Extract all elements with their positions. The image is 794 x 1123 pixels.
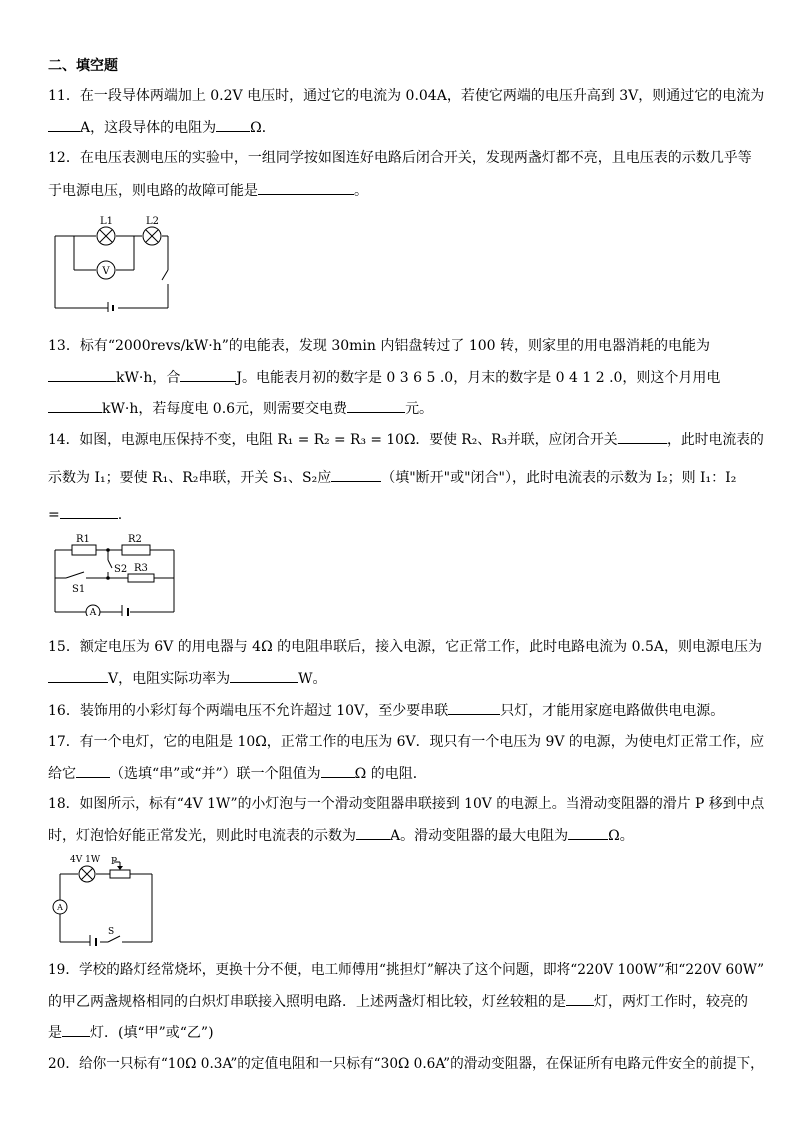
r3-label: R3: [134, 563, 148, 574]
ammeter-icon: [86, 605, 100, 616]
battery-icon: [90, 935, 96, 946]
q14-circuit-diagram: [52, 534, 182, 616]
q14-text-b: ，此时电流表的: [667, 432, 764, 448]
answer-blank[interactable]: [566, 992, 594, 1006]
answer-blank[interactable]: [48, 118, 80, 132]
q11-line1: 11．在一段导体两端加上 0.2V 电压时，通过它的电流为 0.04A，若使它两端的电压升高到 3V，则通过它的电流为: [48, 88, 765, 104]
q19-line2: [48, 992, 748, 1011]
q17-line1: 17．有一个电灯，它的电阻是 10Ω，正常工作的电压为 6V．现只有一个电压为 9V 的电源，为使电灯正常工作，应: [48, 734, 765, 750]
ammeter-icon: [53, 900, 67, 914]
answer-blank[interactable]: [258, 181, 354, 195]
l1-label: L1: [100, 216, 114, 227]
q18-text-b: A。滑动变阻器的最大电阻为: [390, 828, 569, 844]
q18-line1: 18．如图所示，标有“4V 1W”的小灯泡与一个滑动变阻器串联接到 10V 的电源上。当滑动变阻器的滑片 P 移到中点: [48, 796, 765, 812]
q14-line2: [48, 468, 736, 487]
voltmeter-icon: [97, 261, 115, 279]
q12-text-a: 于电源电压，则电路的故障可能是: [48, 183, 258, 199]
q13-line2: [48, 368, 720, 387]
answer-blank[interactable]: [331, 468, 381, 482]
q14-text-d: （填"断开"或"闭合"），此时电流表的示数为 I₂；则 I₁：I₂: [381, 470, 737, 486]
q17-text-a: 给它: [48, 766, 76, 782]
r1-label: R1: [76, 534, 90, 545]
s1-label: S1: [72, 584, 86, 595]
answer-blank[interactable]: [230, 669, 298, 683]
q16-text-a: 16．装饰用的小彩灯每个两端电压不允许超过 10V，至少要串联: [48, 703, 449, 719]
lamp-l2-icon: [143, 227, 161, 245]
q14-text-c: 示数为 I₁；要使 R₁、R₂串联，开关 S₁、S₂应: [48, 470, 332, 486]
q12-line2: [48, 181, 368, 200]
q13-line3: [48, 399, 433, 418]
q19-line3: [48, 1023, 214, 1042]
answer-blank[interactable]: [356, 826, 390, 840]
ammeter-label: A: [89, 608, 97, 616]
q16-text-b: 只灯，才能用家庭电路做供电电源。: [500, 703, 725, 719]
battery-icon: [122, 605, 128, 616]
q19-text-d: 灯．(填“甲”或“乙”): [90, 1025, 214, 1041]
q15-line2: [48, 669, 327, 688]
answer-blank[interactable]: [62, 1023, 90, 1037]
q17-line2: [48, 764, 427, 783]
battery-icon: [108, 302, 113, 312]
q13-text-c: kW·h，若每度电 0.6元，则需要交电费: [102, 401, 348, 417]
q13-text-d: 元。: [405, 401, 434, 417]
answer-blank[interactable]: [48, 399, 102, 413]
answer-blank[interactable]: [48, 368, 116, 382]
r2-label: R2: [128, 534, 142, 545]
q19-text-c: 是: [48, 1025, 62, 1041]
q14-text-f: .: [117, 507, 123, 523]
q14-line3: [48, 505, 122, 524]
q12-line1: 12．在电压表测电压的实验中，一组同学按如图连好电路后闭合开关，发现两盏灯都不亮，且电压表的示数几乎等: [48, 150, 752, 166]
lamp-l1-icon: [97, 227, 115, 245]
voltmeter-label: V: [102, 266, 110, 277]
q18-circuit-diagram: [50, 854, 160, 946]
q15-line1: 15．额定电压为 6V 的用电器与 4Ω 的电阻串联后，接入电源，它正常工作，此时电路电流为 0.5A，则电源电压为: [48, 639, 762, 655]
answer-blank[interactable]: [448, 701, 500, 715]
answer-blank[interactable]: [618, 430, 667, 444]
q12-circuit-diagram: [52, 212, 172, 312]
answer-blank[interactable]: [180, 368, 236, 382]
q11-text-a: A，这段导体的电阻为: [80, 120, 217, 136]
q13-text-a: kW·h，合: [116, 370, 181, 386]
lamp-icon: [79, 866, 95, 882]
q16-line: [48, 701, 724, 720]
q12-text-b: 。: [354, 183, 368, 199]
q15-text-a: V，电阻实际功率为: [108, 671, 231, 687]
q19-text-b: 灯，两灯工作时，较亮的: [594, 994, 748, 1010]
s2-label: S2: [114, 564, 128, 575]
q18-line2: [48, 826, 634, 845]
q13-text-b: J。电能表月初的数字是 0 3 6 5 .0，月末的数字是 0 4 1 2 .0，则这个月用电: [236, 370, 721, 386]
q14-text-e: =: [48, 507, 60, 523]
q18-text-a: 时，灯泡恰好能正常发光，则此时电流表的示数为: [48, 828, 356, 844]
lamp-label: 4V 1W: [70, 855, 101, 865]
q11-text-b: Ω．: [250, 120, 276, 136]
switch-label: S: [108, 927, 115, 937]
answer-blank[interactable]: [76, 764, 110, 778]
q14-text-a: 14．如图，电源电压保持不变，电阻 R₁ = R₂ = R₃ = 10Ω．要使 R₂、R₃并联，应闭合开关: [48, 432, 618, 448]
q17-text-c: Ω 的电阻．: [354, 766, 427, 782]
ammeter-label: A: [57, 903, 63, 912]
answer-blank[interactable]: [347, 399, 405, 413]
q15-text-b: W。: [298, 671, 327, 687]
l2-label: L2: [146, 216, 160, 227]
answer-blank[interactable]: [321, 764, 355, 778]
q19-line1: 19．学校的路灯经常烧坏，更换十分不便，电工师傅用“挑担灯”解决了这个问题，即将“220V 100W”和“220V 60W”: [48, 962, 765, 978]
q11-line2: [48, 118, 276, 137]
q18-text-c: Ω。: [608, 828, 634, 844]
q14-line1: [48, 430, 764, 449]
answer-blank[interactable]: [60, 505, 118, 519]
section-title: 二、填空题: [48, 58, 118, 74]
answer-blank[interactable]: [48, 669, 108, 683]
q20-line1: 20．给你一只标有“10Ω 0.3A”的定值电阻和一只标有“30Ω 0.6A”的滑动变阻器，在保证所有电路元件安全的前提下，: [48, 1056, 764, 1072]
q13-line1: 13．标有“2000revs/kW·h”的电能表，发现 30min 内铝盘转过了 100 转，则家里的用电器消耗的电能为: [48, 338, 710, 354]
answer-blank[interactable]: [568, 826, 608, 840]
q17-text-b: （选填“串”或“并”）联一个阻值为: [110, 766, 321, 782]
slider-label: P: [111, 857, 118, 867]
q19-text-a: 的甲乙两盏规格相同的白炽灯串联接入照明电路．上述两盏灯相比较，灯丝较粗的是: [48, 994, 566, 1010]
answer-blank[interactable]: [216, 118, 250, 132]
